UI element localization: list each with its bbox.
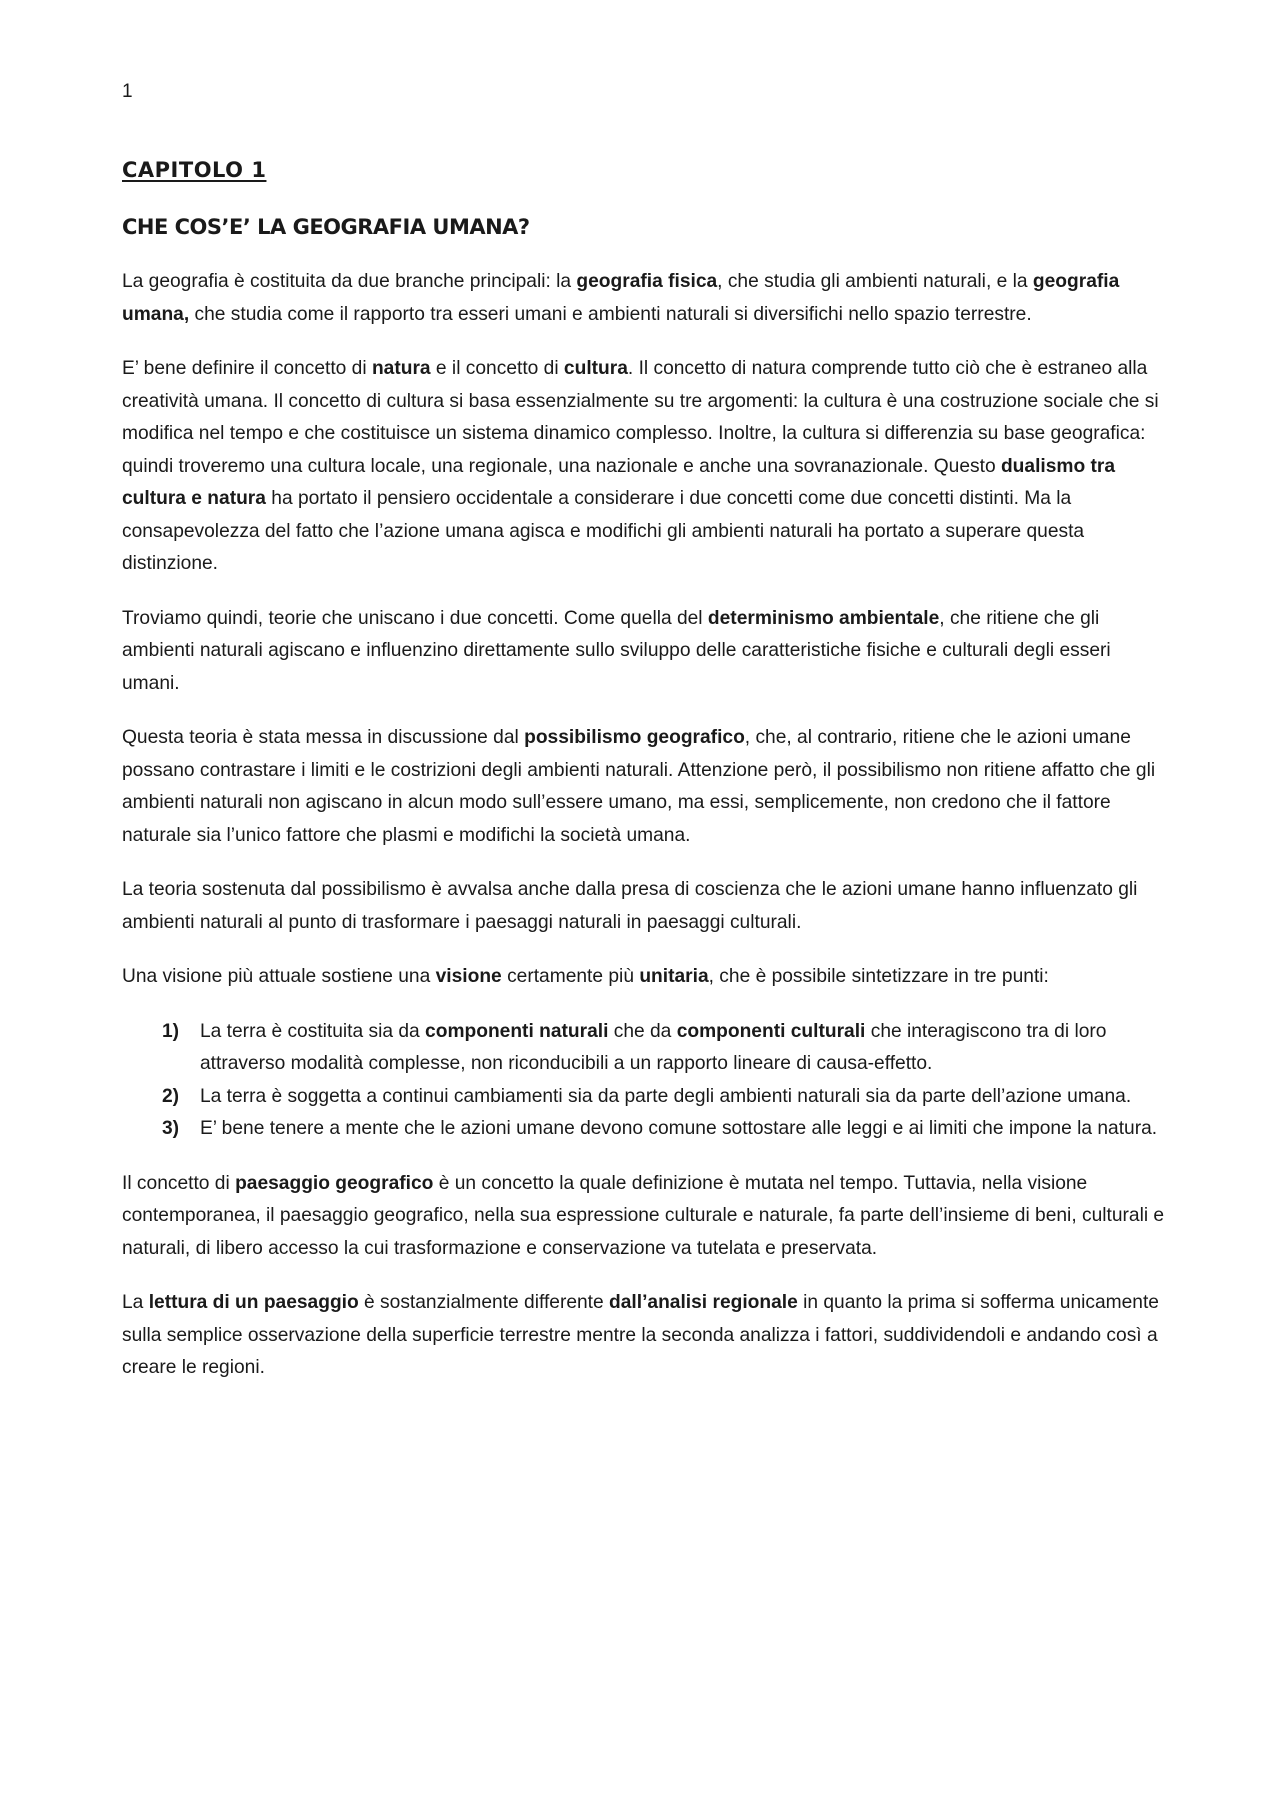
chapter-heading: CAPITOLO 1 [122,158,267,182]
list-item: 1) La terra è costituita sia da componenti naturali che da componenti culturali che interagiscono tra di loro attraverso modalità complesse, non riconducibili a un rapporto lineare di causa-effetto. [162,1020,1107,1074]
paragraph-1: La geografia è costituita da due branche principali: la geografia fisica, che studia gli ambienti naturali, e la geografia umana, che studia come il rapporto tra esseri umani e ambienti naturali si diversifichi nello spazio terrestre. [122,271,1120,325]
list-item: 3) E’ bene tenere a mente che le azioni umane devono comune sottostare alle leggi e ai limiti che impone la natura. [162,1118,1158,1139]
paragraph-4: Questa teoria è stata messa in discussione dal possibilismo geografico, che, al contrario, ritiene che le azioni umane possano contrastare i limiti e le costrizioni degli ambienti naturali. Attenzione però, il possibilismo non ritiene affatto che gli ambienti naturali non agiscano in alcun modo sull’essere umano, ma essi, semplicemente, non credono che il fattore naturale sia l’unico fattore che plasmi e modifichi la società umana. [122,727,1156,846]
paragraph-6: Una visione più attuale sostiene una visione certamente più unitaria, che è possibile sintetizzare in tre punti: [122,966,1049,987]
list-item: 2) La terra è soggetta a continui cambiamenti sia da parte degli ambienti naturali sia da parte dell’azione umana. [162,1085,1132,1107]
numbered-list [122,1016,1170,1146]
paragraph-2: E’ bene definire il concetto di natura e il concetto di cultura. Il concetto di natura comprende tutto ciò che è estraneo alla creatività umana. Il concetto di cultura si basa essenzialmente su tre argomenti: la cultura è una costruzione sociale che si modifica nel tempo e che costituisce un sistema dinamico complesso. Inoltre, la cultura si differenzia su base geografica: quindi troveremo una cultura locale, una regionale, una nazionale e anche una sovranazionale. Questo dualismo tra cultura e natura ha portato il pensiero occidentale a considerare i due concetti come due concetti distinti. Ma la consapevolezza del fatto che l’azione umana agisca e modifichi gli ambienti naturali ha portato a superare questa distinzione. [122,358,1159,574]
paragraph-8: La lettura di un paesaggio è sostanzialmente differente dall’analisi regionale in quanto la prima si sofferma unicamente sulla semplice osservazione della superficie terrestre mentre la seconda analizza i fattori, suddividendoli e andando così a creare le regioni. [122,1292,1159,1378]
paragraph-3: Troviamo quindi, teorie che uniscano i due concetti. Come quella del determinismo ambientale, che ritiene che gli ambienti naturali agiscano e influenzino direttamente sullo sviluppo delle caratteristiche fisiche e culturali degli esseri umani. [122,607,1111,694]
page-number: 1 [122,81,133,102]
page-title: CHE COS’E’ LA GEOGRAFIA UMANA? [122,215,530,239]
document-body [122,266,1170,1407]
paragraph-5: La teoria sostenuta dal possibilismo è avvalsa anche dalla presa di coscienza che le azioni umane hanno influenzato gli ambienti naturali al punto di trasformare i paesaggi naturali in paesaggi culturali. [122,879,1138,933]
paragraph-7: Il concetto di paesaggio geografico è un concetto la quale definizione è mutata nel tempo. Tuttavia, nella visione contemporanea, il paesaggio geografico, nella sua espressione culturale e naturale, fa parte dell’insieme di beni, culturali e naturali, di libero accesso la cui trasformazione e conservazione va tutelata e preservata. [122,1172,1165,1259]
